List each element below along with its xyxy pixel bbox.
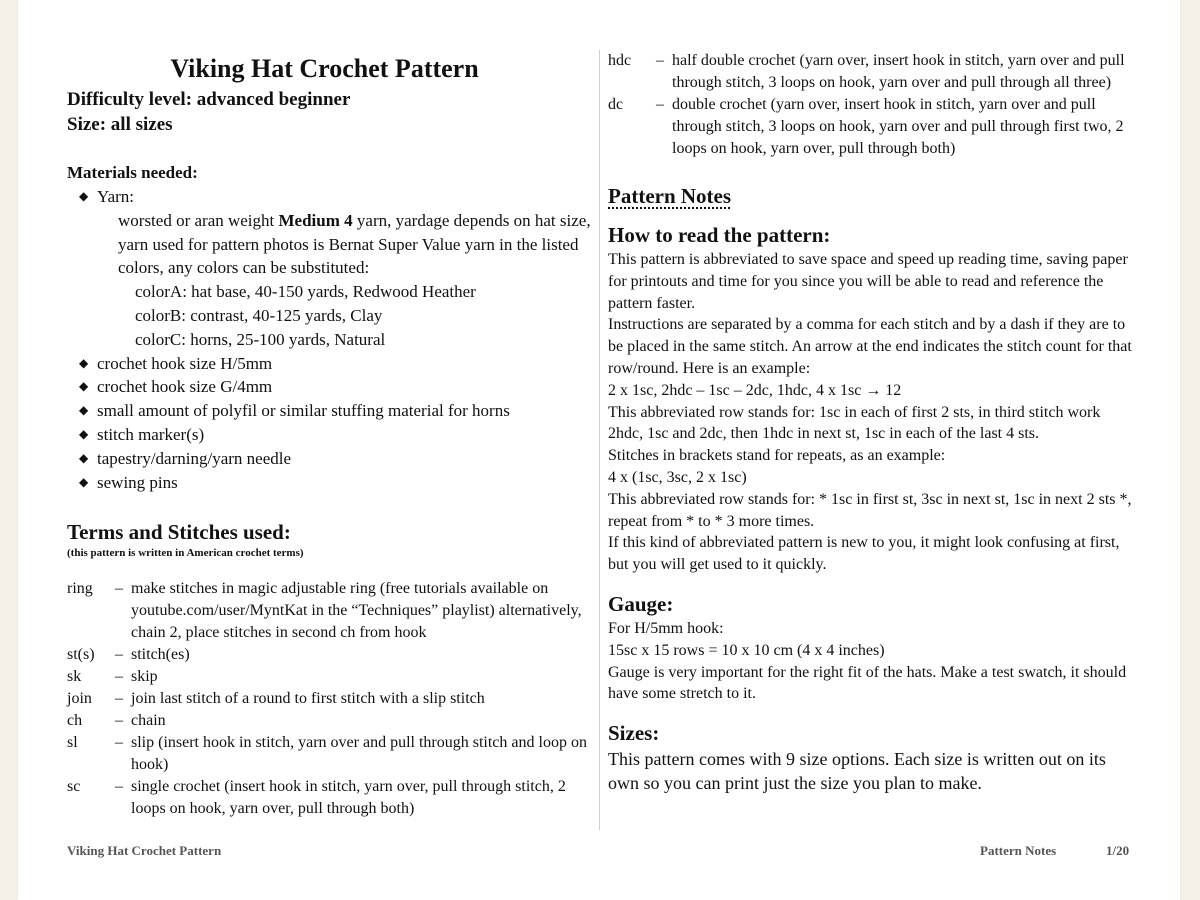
gauge-heading: Gauge: — [608, 591, 674, 616]
term-definition: make stitches in magic adjustable ring (free tutorials available on youtube.com/user/MyntKat in the “Techniques” playlist) alternatively, chain 2, place stitches in second ch from hook — [131, 580, 582, 642]
term-definition: single crochet (insert hook in stitch, yarn over, pull through stitch, 2 loops on hook, yarn over, pull through both) — [131, 778, 566, 818]
table-row — [67, 732, 591, 776]
material-text: crochet hook size H/5mm — [97, 353, 273, 373]
column-divider — [599, 50, 600, 830]
term-definition: slip (insert hook in stitch, yarn over and pull through stitch and loop on hook) — [131, 734, 587, 774]
materials-list — [67, 185, 592, 494]
table-row — [67, 578, 591, 644]
right-column — [608, 50, 1138, 795]
terms-table — [67, 578, 591, 820]
list-item — [67, 423, 592, 447]
yarn-colors — [118, 280, 592, 351]
diamond-bullet-icon: ◆ — [79, 355, 89, 370]
term-dash: – — [115, 712, 123, 730]
material-text: crochet hook size G/4mm — [97, 377, 273, 397]
table-row — [67, 688, 591, 710]
terms-note: (this pattern is written in American crochet terms) — [67, 547, 304, 560]
paragraph: This pattern is abbreviated to save space and speed up reading time, saving paper for printouts and time for you since you will be able to read and reference the pattern faster. — [608, 251, 1128, 312]
yarn-description — [97, 209, 592, 352]
term-abbr: dc — [608, 96, 624, 113]
table-row — [67, 776, 591, 820]
diamond-bullet-icon: ◆ — [79, 474, 89, 489]
term-dash: – — [115, 646, 123, 664]
footer-section: Pattern Notes — [980, 843, 1057, 858]
color-a: colorA: hat base, 40-150 yards, Redwood Heather — [135, 282, 476, 302]
list-item — [67, 352, 592, 376]
sizes-text: This pattern comes with 9 size options. Each size is written out on its own so you can print just the size you plan to make. — [608, 749, 1106, 794]
gauge-text — [608, 618, 1138, 705]
material-text: stitch marker(s) — [97, 424, 205, 444]
term-abbr: join — [67, 690, 92, 708]
materials-heading: Materials needed: — [67, 163, 198, 182]
term-dash: – — [115, 778, 123, 796]
terms-table-continued — [608, 50, 1136, 160]
material-text: small amount of polyfil or similar stuffing material for horns — [97, 401, 510, 421]
list-item — [67, 447, 592, 471]
footer-title: Viking Hat Crochet Pattern — [67, 843, 222, 858]
term-abbr: ring — [67, 580, 93, 598]
yarn-desc-text: worsted or aran weight — [118, 210, 279, 230]
term-dash: – — [115, 668, 123, 686]
diamond-bullet-icon: ◆ — [79, 450, 89, 465]
example-row: 4 x (1sc, 3sc, 2 x 1sc) — [608, 468, 747, 486]
sizes-heading: Sizes: — [608, 721, 660, 746]
paragraph: For H/5mm hook: — [608, 619, 724, 637]
list-item — [67, 471, 592, 495]
term-dash: – — [656, 52, 664, 69]
material-text: tapestry/darning/yarn needle — [97, 448, 292, 468]
list-item — [67, 185, 592, 352]
table-row — [608, 94, 1136, 160]
terms-heading: Terms and Stitches used: — [67, 520, 291, 545]
difficulty-level: Difficulty level: advanced beginner — [67, 89, 351, 110]
example-row: 2 x 1sc, 2hdc – 1sc – 2dc, 1hdc, 4 x 1sc → 12 — [608, 381, 902, 399]
term-dash: – — [115, 734, 123, 752]
list-item — [67, 375, 592, 399]
paragraph: 15sc x 15 rows = 10 x 10 cm (4 x 4 inches) — [608, 641, 885, 659]
page-title: Viking Hat Crochet Pattern — [170, 54, 479, 83]
paragraph: This abbreviated row stands for: 1sc in each of first 2 sts, in third stitch work 2hdc, 1sc and 2dc, then 1hdc in next st, 1sc in each of the last 4 sts. — [608, 403, 1101, 443]
term-abbr: sk — [67, 668, 82, 686]
page-number: 1/20 — [1106, 843, 1130, 858]
diamond-bullet-icon: ◆ — [79, 189, 89, 203]
how-to-read-text — [608, 249, 1138, 576]
term-definition: stitch(es) — [131, 646, 190, 664]
yarn-weight: Medium 4 — [278, 210, 353, 230]
diamond-bullet-icon: ◆ — [79, 379, 89, 394]
left-column — [67, 52, 592, 820]
paragraph: If this kind of abbreviated pattern is new to you, it might look confusing at first, but you will get used to it quickly. — [608, 534, 1120, 574]
diamond-bullet-icon: ◆ — [79, 426, 89, 441]
term-abbr: sc — [67, 778, 81, 796]
paragraph: Gauge is very important for the right fit of the hats. Make a test swatch, it should have some stretch to it. — [608, 663, 1127, 703]
table-row — [67, 666, 591, 688]
term-abbr: sl — [67, 734, 78, 752]
term-definition: skip — [131, 668, 158, 686]
term-definition: chain — [131, 712, 166, 730]
material-text: sewing pins — [97, 472, 178, 492]
term-dash: – — [656, 96, 664, 113]
size-info: Size: all sizes — [67, 114, 173, 135]
color-b: colorB: contrast, 40-125 yards, Clay — [135, 305, 383, 325]
list-item — [67, 399, 592, 423]
term-definition: double crochet (yarn over, insert hook in stitch, yarn over and pull through stitch, 3 loops on hook, yarn over and pull through first two, 2 loops on hook, yarn over, pull through both) — [672, 96, 1124, 157]
table-row — [67, 710, 591, 732]
term-definition: join last stitch of a round to first stitch with a slip stitch — [131, 690, 485, 708]
paragraph: Instructions are separated by a comma for each stitch and by a dash if they are to be placed in the same stitch. An arrow at the end indicates the stitch count for that row/round. Here is an example: — [608, 316, 1132, 377]
term-abbr: st(s) — [67, 646, 95, 664]
paragraph: Stitches in brackets stand for repeats, as an example: — [608, 447, 946, 465]
term-dash: – — [115, 580, 123, 598]
pattern-notes-heading: Pattern Notes — [608, 184, 732, 208]
yarn-desc-text: yarn, yardage depends on hat size, yarn used for pattern photos is Bernat Super Value yarn in the listed colors, any colors can be substituted: — [118, 210, 591, 278]
term-abbr: hdc — [608, 52, 632, 69]
term-dash: – — [115, 690, 123, 708]
term-abbr: ch — [67, 712, 83, 730]
yarn-label: Yarn: — [97, 187, 135, 206]
paragraph: This abbreviated row stands for: * 1sc in first st, 3sc in next st, 1sc in next 2 sts *, repeat from * to * 3 more times. — [608, 490, 1132, 530]
term-definition: half double crochet (yarn over, insert hook in stitch, yarn over and pull through stitch, 3 loops on hook, yarn over and pull through all three) — [672, 52, 1125, 91]
diamond-bullet-icon: ◆ — [79, 403, 89, 418]
color-c: colorC: horns, 25-100 yards, Natural — [135, 329, 386, 349]
table-row — [608, 50, 1136, 94]
table-row — [67, 644, 591, 666]
how-to-read-heading: How to read the pattern: — [608, 223, 831, 247]
